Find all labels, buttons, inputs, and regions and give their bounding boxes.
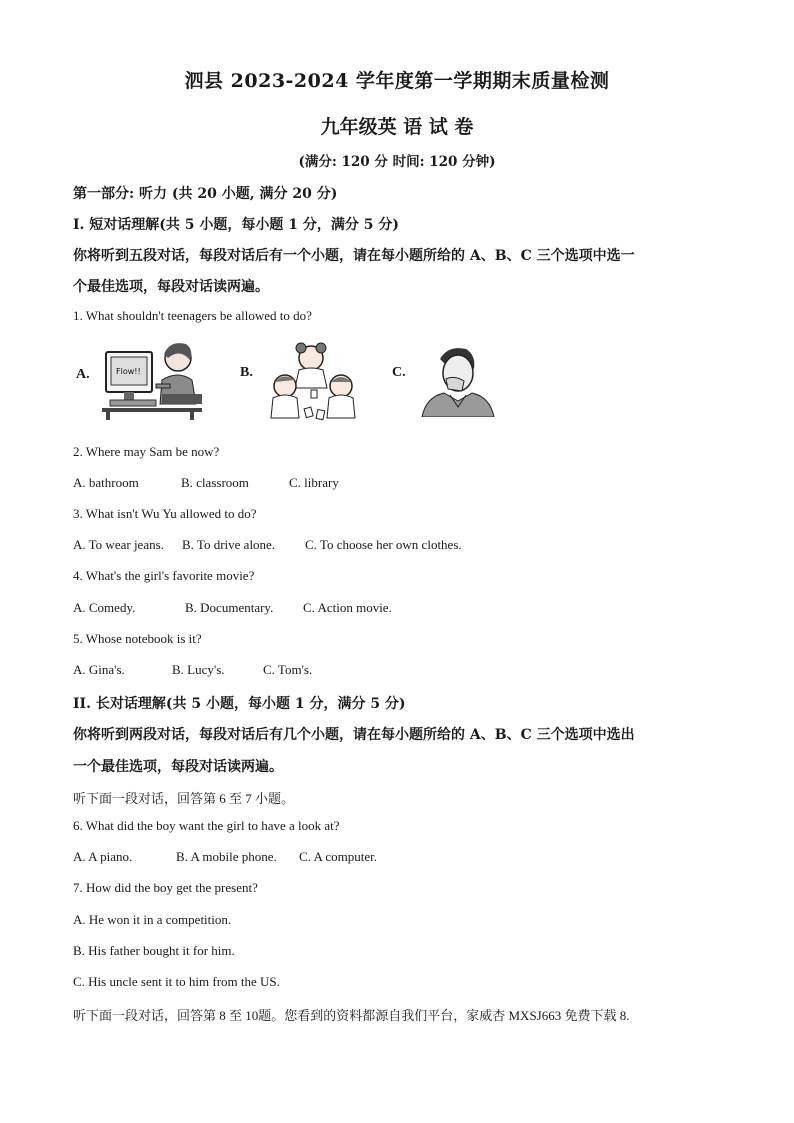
q5-option-a: A. Gina's.: [73, 662, 125, 677]
section1-instruction-1: 你将听到五段对话，每段对话后有一个小题，请在每小题所给的 A、B、C 三个选项中选一: [73, 248, 635, 264]
q2-option-c: C. library: [289, 475, 339, 490]
q1-option-b-label: B.: [240, 365, 253, 380]
q4-option-c: C. Action movie.: [303, 600, 392, 615]
dialogue-prompt-8-10: 听下面一段对话，回答第 8 至 10题。您看到的资料都源自我们平台，家威杏 MXSJ663 免费下载 8.: [73, 1008, 630, 1023]
q3-option-b: B. To drive alone.: [182, 537, 276, 552]
exam-subtitle: 九年级英 语 试 卷: [320, 116, 474, 138]
dialogue-prompt-6-7: 听下面一段对话，回答第 6 至 7 小题。: [73, 791, 295, 806]
screen-text: Flow!!: [116, 367, 141, 376]
question-3: 3. What isn't Wu Yu allowed to do?: [73, 506, 257, 521]
coughing-man-picture: [420, 345, 496, 417]
computer-game-picture: [100, 338, 208, 420]
q6-option-a: A. A piano.: [73, 849, 133, 864]
q1-option-a-label: A.: [76, 367, 90, 382]
question-1: 1. What shouldn't teenagers be allowed to do?: [73, 308, 312, 323]
q6-option-b: B. A mobile phone.: [176, 849, 277, 864]
children-playing-cards-picture: [265, 342, 365, 424]
q2-option-b: B. classroom: [181, 475, 249, 490]
question-2: 2. Where may Sam be now?: [73, 444, 220, 459]
q5-option-c: C. Tom's.: [263, 662, 313, 677]
q1-option-c-label: C.: [392, 365, 406, 380]
q3-option-c: C. To choose her own clothes.: [305, 537, 462, 552]
q7-option-b: B. His father bought it for him.: [73, 943, 235, 958]
exam-meta: (满分: 120 分 时间: 120 分钟): [298, 154, 496, 170]
question-7: 7. How did the boy get the present?: [73, 880, 258, 895]
question-5: 5. Whose notebook is it?: [73, 631, 202, 646]
q3-option-a: A. To wear jeans.: [73, 537, 164, 552]
section1-heading: I. 短对话理解(共 5 小题，每小题 1 分，满分 5 分): [73, 217, 400, 233]
section2-instruction-2: 一个最佳选项，每段对话读两遍。: [73, 759, 283, 775]
q4-option-b: B. Documentary.: [185, 600, 274, 615]
part1-heading: 第一部分: 听力 (共 20 小题, 满分 20 分): [73, 186, 338, 202]
section1-instruction-2: 个最佳选项，每段对话读两遍。: [73, 279, 269, 295]
q2-option-a: A. bathroom: [73, 475, 139, 490]
q7-option-a: A. He won it in a competition.: [73, 912, 232, 927]
question-6: 6. What did the boy want the girl to have a look at?: [73, 818, 340, 833]
q7-option-c: C. His uncle sent it to him from the US.: [73, 974, 280, 989]
q6-option-c: C. A computer.: [299, 849, 377, 864]
section2-instruction-1: 你将听到两段对话，每段对话后有几个小题，请在每小题所给的 A、B、C 三个选项中选出: [73, 727, 635, 743]
q4-option-a: A. Comedy.: [73, 600, 136, 615]
section2-heading: II. 长对话理解(共 5 小题，每小题 1 分，满分 5 分): [73, 696, 406, 712]
exam-title: 泗县 2023-2024 学年度第一学期期末质量检测: [184, 70, 610, 92]
question-4: 4. What's the girl's favorite movie?: [73, 568, 255, 583]
q5-option-b: B. Lucy's.: [172, 662, 225, 677]
